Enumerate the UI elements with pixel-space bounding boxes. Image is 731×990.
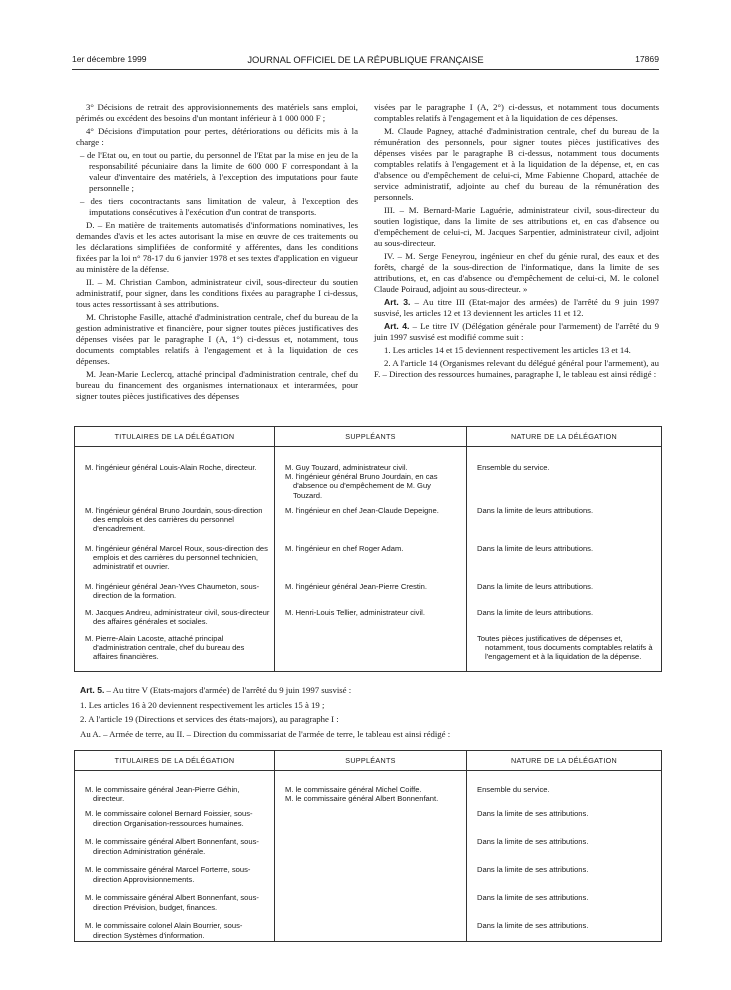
column-header: NATURE DE LA DÉLÉGATION	[467, 751, 662, 771]
paragraph: M. Jean-Marie Leclercq, attaché principal d'administration centrale, chef du bureau du financement des organismes internationaux et interarmées, pour signer toutes pièces justificatives des dépenses	[76, 369, 358, 401]
cell-text: M. l'ingénieur général Jean-Pierre Crestin.	[285, 581, 428, 591]
titulaire-cell	[75, 500, 275, 538]
titulaire-cell	[75, 771, 275, 804]
article-5-block	[80, 683, 640, 741]
nature-cell	[467, 538, 662, 576]
article-5	[80, 683, 640, 698]
suppleant-cell	[275, 602, 467, 628]
suppleant-cell	[275, 500, 467, 538]
article-3	[374, 297, 659, 319]
cell-text: Dans la limite de ses attributions.	[477, 893, 589, 903]
nature-cell	[467, 887, 662, 915]
table-row	[75, 831, 662, 859]
paragraph: 3° Décisions de retrait des approvisionnements des matériels sans emploi, périmés ou excédent des besoins d'un montant inférieur à 1 000 000 F ;	[76, 102, 358, 123]
suppleant-cell	[275, 859, 467, 887]
suppleant-cell	[275, 915, 467, 941]
list-item: – des tiers cocontractants sans limitation de valeur, à l'exception des imputations consécutives à l'exécution d'un contrat de transports.	[80, 196, 358, 217]
cell-text: M. l'ingénieur général Bruno Jourdain, sous-direction des emplois et des carrières du personnel d'encadrement.	[85, 505, 263, 534]
cell-text: M. le commissaire général Jean-Pierre Géhin, directeur.	[85, 785, 240, 804]
nature-cell	[467, 771, 662, 804]
cell-text: Dans la limite de leurs attributions.	[477, 607, 594, 617]
cell-text: M. l'ingénieur général Bruno Jourdain, en cas d'absence ou d'empêchement de M. Guy Touzard.	[285, 472, 438, 500]
titulaire-cell	[75, 831, 275, 859]
table-row	[75, 447, 662, 500]
article-text: – Au titre V (Etats-majors d'armée) de l'arrêté du 9 juin 1997 susvisé :	[104, 685, 352, 695]
nature-cell	[467, 576, 662, 602]
table-body	[75, 447, 662, 672]
article-text: – Le titre IV (Délégation générale pour l'armement) de l'arrêté du 9 juin 1997 susvisé est modifié comme suit :	[374, 321, 659, 342]
right-column	[374, 102, 659, 382]
delegation-table-armement	[74, 426, 662, 672]
cell-text: M. Henri-Louis Tellier, administrateur civil.	[285, 607, 425, 617]
header-title: JOURNAL OFFICIEL DE LA RÉPUBLIQUE FRANÇAISE	[247, 54, 484, 65]
paragraph: M. Claude Pagney, attaché d'administration centrale, chef du bureau de la rémunération des personnels, pour signer toutes pièces justificatives des dépenses visées par le paragraphe B ci-dessus, notamment tous documents comptables relatifs à l'engagement et à la liquidation de la dépense, et, en cas d'absence ou d'empêchement de celui-ci, Mme Fabienne Chopard, attachée de service administratif, adjointe au chef du bureau de la rémunération des personnels.	[374, 126, 659, 202]
nature-cell	[467, 859, 662, 887]
paragraph: D. – En matière de traitements automatisés d'informations nominatives, les demandes d'avis et les actes autorisant la mise en œuvre de ces traitements ou les déclarations simplifiées de conformité y afférentes, dans les conditions fixées par la loi n° 78-17 du 6 janvier 1978 et ses textes d'application en vigueur au ministère de la défense.	[76, 220, 358, 274]
article-label: Art. 5.	[80, 685, 105, 695]
suppleant-cell	[275, 628, 467, 672]
cell-text: M. l'ingénieur en chef Roger Adam.	[285, 543, 404, 553]
table-row	[75, 859, 662, 887]
titulaire-cell	[75, 859, 275, 887]
table-row	[75, 771, 662, 804]
cell-text: M. le commissaire général Albert Bonnenfant, sous-direction Prévision, budget, finances.	[85, 893, 259, 912]
table-row	[75, 887, 662, 915]
paragraph: IV. – M. Serge Feneyrou, ingénieur en chef du génie rural, des eaux et des forêts, chargé de la sous-direction de l'informatique, dans la limite de ses attributions, et, en cas d'absence ou d'empêchement de celui-ci, M. le colonel Claude Poiraud, adjoint au sous-directeur. »	[374, 251, 659, 294]
suppleant-cell	[275, 771, 467, 804]
nature-cell	[467, 447, 662, 500]
suppleant-cell	[275, 887, 467, 915]
list-item: – de l'Etat ou, en tout ou partie, du personnel de l'Etat par la mise en jeu de la responsabilité pécuniaire dans la limite de 600 000 F correspondant à la valeur d'inventaire des matériels, à l'exception des imputations pour faute personnelle ;	[80, 150, 358, 193]
delegation-table-commissariat	[74, 750, 662, 942]
paragraph: 2. A l'article 14 (Organismes relevant du délégué général pour l'armement), au F. – Direction des ressources humaines, paragraphe I, le tableau est ainsi rédigé :	[374, 358, 659, 379]
table-row	[75, 628, 662, 672]
column-header: NATURE DE LA DÉLÉGATION	[467, 427, 662, 447]
suppleant-cell	[275, 538, 467, 576]
table-row	[75, 803, 662, 831]
titulaire-cell	[75, 576, 275, 602]
column-header: TITULAIRES DE LA DÉLÉGATION	[75, 427, 275, 447]
nature-cell	[467, 803, 662, 831]
cell-text: Dans la limite de ses attributions.	[477, 865, 589, 875]
titulaire-cell	[75, 538, 275, 576]
left-column	[76, 102, 358, 404]
cell-text: M. le commissaire général Albert Bonnenfant.	[285, 794, 439, 804]
cell-text: M. l'ingénieur en chef Jean-Claude Depeigne.	[285, 505, 439, 515]
paragraph: 2. A l'article 19 (Directions et services des états-majors), au paragraphe I :	[80, 714, 339, 724]
table-body	[75, 771, 662, 942]
cell-text: Ensemble du service.	[477, 785, 550, 794]
paragraph: II. – M. Christian Cambon, administrateur civil, sous-directeur du soutien administratif, pour signer, dans les conditions fixées au paragraphe I ci-dessus, tous actes ressortissant à ses attributions.	[76, 277, 358, 309]
nature-cell	[467, 628, 662, 672]
header-date: 1er décembre 1999	[72, 54, 147, 64]
cell-text: Dans la limite de leurs attributions.	[477, 505, 594, 515]
table-row	[75, 538, 662, 576]
paragraph: 4° Décisions d'imputation pour pertes, détériorations ou déficits mis à la charge :	[76, 126, 358, 147]
table-row	[75, 915, 662, 941]
nature-cell	[467, 831, 662, 859]
titulaire-cell	[75, 915, 275, 941]
cell-text: M. Pierre-Alain Lacoste, attaché principal d'administration centrale, chef du bureau des affaires financières.	[85, 633, 245, 662]
cell-text: M. le commissaire général Albert Bonnenfant, sous-direction Administration générale.	[85, 837, 259, 856]
cell-text: Toutes pièces justificatives de dépenses et, notamment, tous documents comptables relatifs à l'engagement et à la liquidation de la dépense.	[477, 633, 653, 662]
header-rule	[72, 69, 659, 70]
cell-text: Dans la limite de ses attributions.	[477, 837, 589, 847]
table-row	[75, 602, 662, 628]
suppleant-cell	[275, 576, 467, 602]
article-label: Art. 3.	[384, 297, 411, 307]
nature-cell	[467, 500, 662, 538]
page-header	[72, 54, 659, 68]
titulaire-cell	[75, 447, 275, 500]
cell-text: M. l'ingénieur général Jean-Yves Chaumeton, sous-direction de la formation.	[85, 581, 260, 601]
cell-text: Dans la limite de ses attributions.	[477, 809, 589, 819]
paragraph: visées par le paragraphe I (A, 2°) ci-dessus, et notamment tous documents comptables relatifs à l'engagement et à la liquidation de ces dépenses.	[374, 102, 659, 123]
cell-text: Dans la limite de leurs attributions.	[477, 581, 594, 591]
article-text: – Au titre III (Etat-major des armées) de l'arrêté du 9 juin 1997 susvisé, les articles 12 et 13 deviennent les articles 11 et 12.	[374, 297, 659, 318]
table-row	[75, 500, 662, 538]
nature-cell	[467, 915, 662, 941]
paragraph: 1. Les articles 16 à 20 deviennent respectivement les articles 15 à 19 ;	[80, 699, 325, 710]
titulaire-cell	[75, 803, 275, 831]
paragraph: Au A. – Armée de terre, au II. – Direction du commissariat de l'armée de terre, le tableau est ainsi rédigé :	[80, 728, 451, 739]
cell-text: Dans la limite de ses attributions.	[477, 921, 589, 931]
column-header: TITULAIRES DE LA DÉLÉGATION	[75, 751, 275, 771]
article-4	[374, 321, 659, 343]
paragraph: 1. Les articles 14 et 15 deviennent respectivement les articles 13 et 14.	[384, 345, 631, 355]
table-row	[75, 576, 662, 602]
cell-text: M. le commissaire colonel Alain Bourrier, sous-direction Systèmes d'information.	[85, 921, 243, 940]
cell-text: M. le commissaire général Marcel Forterre, sous-direction Approvisionnements.	[85, 865, 251, 884]
article-label: Art. 4.	[384, 321, 410, 331]
cell-text: M. l'ingénieur général Marcel Roux, sous-direction des emplois et des carrières du personnel technicien, administratif et ouvrier.	[85, 543, 268, 572]
titulaire-cell	[75, 628, 275, 672]
cell-text: Ensemble du service.	[477, 463, 550, 472]
column-header: SUPPLÉANTS	[275, 751, 467, 771]
cell-text: M. Jacques Andreu, administrateur civil, sous-directeur des affaires générales et sociales.	[85, 607, 270, 627]
titulaire-cell	[75, 887, 275, 915]
suppleant-cell	[275, 447, 467, 500]
paragraph: M. Christophe Fasille, attaché d'administration centrale, chef du bureau de la gestion administrative et financière, pour signer toutes pièces justificatives des dépenses visées par le paragraphe I (A, 1°) ci-dessus et, notamment, tous documents comptables relatifs à l'engagement et à la liquidation de ces dépenses.	[76, 312, 358, 366]
cell-text: M. Guy Touzard, administrateur civil.	[285, 463, 408, 472]
titulaire-cell	[75, 602, 275, 628]
cell-text: Dans la limite de leurs attributions.	[477, 543, 594, 553]
paragraph: III. – M. Bernard-Marie Laguérie, administrateur civil, sous-directeur du soutien logistique, dans la limite de ses attributions et, en cas d'absence ou d'empêchement de celui-ci, M. Jacques Sarpentier, administrateur civil, adjoint au sous-directeur.	[374, 205, 659, 248]
suppleant-cell	[275, 831, 467, 859]
cell-text: M. le commissaire colonel Bernard Foissier, sous-direction Organisation-ressources humaines.	[85, 809, 253, 828]
cell-text: M. le commissaire général Michel Coiffe.	[285, 785, 422, 794]
cell-text: M. l'ingénieur général Louis-Alain Roche, directeur.	[85, 463, 257, 472]
header-page-number: 17869	[635, 54, 659, 64]
nature-cell	[467, 602, 662, 628]
column-header: SUPPLÉANTS	[275, 427, 467, 447]
suppleant-cell	[275, 803, 467, 831]
